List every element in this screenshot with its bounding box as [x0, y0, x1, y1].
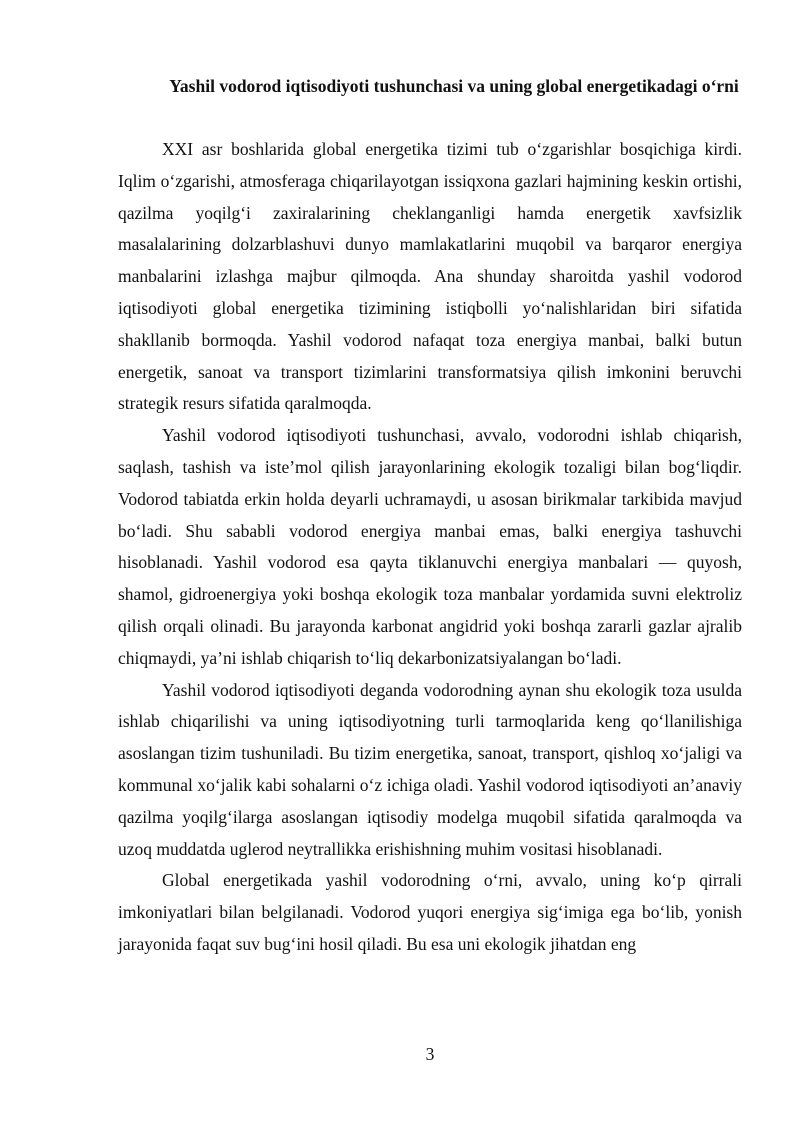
document-title: Yashil vodorod iqtisodiyoti tushunchasi va uning global energetikadagi o‘rni — [169, 76, 739, 96]
paragraph-3: Yashil vodorod iqtisodiyoti deganda vodorodning aynan shu ekologik toza usulda ishlab chiqarilishi va uning iqtisodiyotning turli tarmoqlarida keng qo‘llanilishiga asoslangan tizim tushuniladi. Bu tizim energetika, sanoat, transport, qishloq xo‘jaligi va kommunal xo‘jalik kabi sohalarni o‘z ichiga oladi. Yashil vodorod iqtisodiyoti an’anaviy qazilma yoqilg‘ilarga asoslangan iqtisodiy modelga muqobil sifatida qaralmoqda va uzoq muddatda uglerod neytrallikka erishishning muhim vositasi hisoblanadi. — [118, 679, 742, 859]
paragraph-2: Yashil vodorod iqtisodiyoti tushunchasi, avvalo, vodorodni ishlab chiqarish, saqlash, tashish va iste’mol qilish jarayonlarining ekologik tozaligi bilan bog‘liqdir. Vodorod tabiatda erkin holda deyarli uchramaydi, u asosan birikmalar tarkibida mavjud bo‘ladi. Shu sababli vodorod energiya manbai emas, balki energiya tashuvchi hisoblanadi. Yashil vodorod esa qayta tiklanuvchi energiya manbalari — quyosh, shamol, gidroenergiya yoki boshqa ekologik toza manbalar yordamida suvni elektroliz qilish orqali olinadi. Bu jarayonda karbonat angidrid yoki boshqa zararli gazlar ajralib chiqmaydi, ya’ni ishlab chiqarish to‘liq dekarbonizatsiyalangan bo‘ladi. — [118, 425, 742, 668]
paragraph-1: XXI asr boshlarida global energetika tizimi tub o‘zgarishlar bosqichiga kirdi. Iqlim o‘zgarishi, atmosferaga chiqarilayotgan issiqxona gazlari hajmining keskin ortishi, qazilma yoqilg‘i zaxiralarining cheklanganligi hamda energetik xavfsizlik masalalarining dolzarblashuvi dunyo mamlakatlarini muqobil va barqaror energiya manbalarini izlashga majbur qilmoqda. Ana shunday sharoitda yashil vodorod iqtisodiyoti global energetika tizimining istiqbolli yo‘nalishlaridan biri sifatida shakllanib bormoqda. Yashil vodorod nafaqat toza energiya manbai, balki butun energetik, sanoat va transport tizimlarini transformatsiya qilish imkonini beruvchi strategik resurs sifatida qaralmoqda. — [118, 139, 742, 414]
paragraph-4: Global energetikada yashil vodorodning o‘rni, avvalo, uning ko‘p qirrali imkoniyatlari bilan belgilanadi. Vodorod yuqori energiya sig‘imiga ega bo‘lib, yonish jarayonida faqat suv bug‘ini hosil qiladi. Bu esa uni ekologik jihatdan eng — [118, 870, 742, 954]
document-body — [118, 134, 742, 961]
page-number: 3 — [425, 1044, 435, 1064]
